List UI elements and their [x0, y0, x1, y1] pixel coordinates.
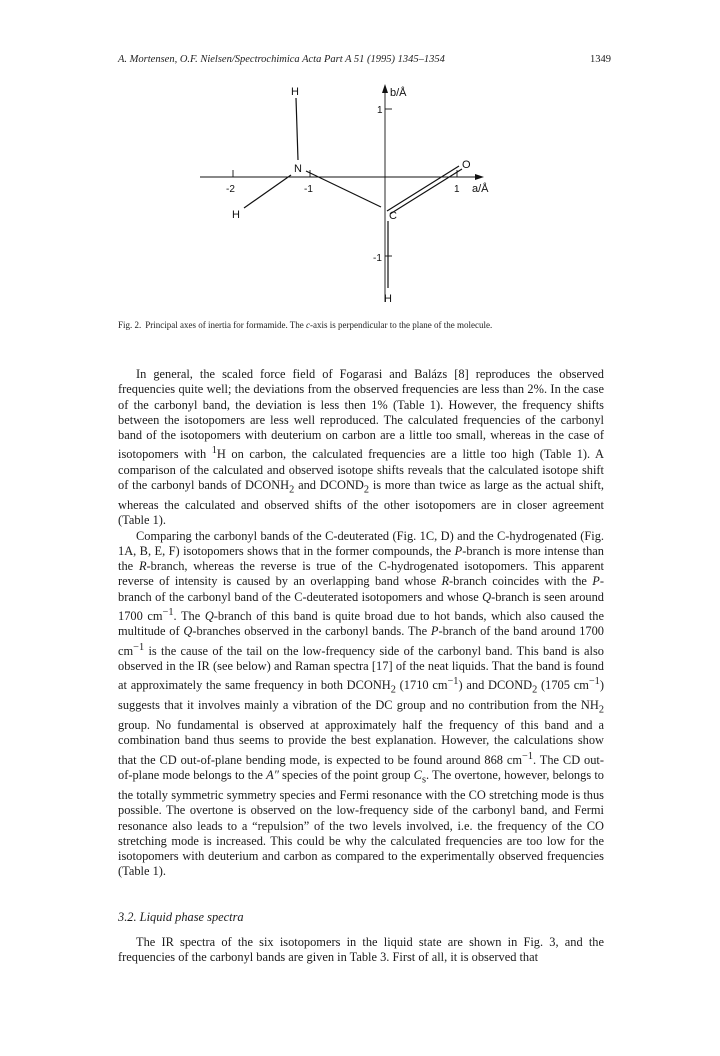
- page-number: 1349: [590, 54, 611, 65]
- tick-a-pos1-label: 1: [454, 184, 460, 195]
- paragraph-force-field: In general, the scaled force field of Fogarasi and Balázs [8] reproduces the observed frequencies quite well; the deviations from the observed frequencies are less than 2%. In the case of the carbonyl band, the deviation is less then 1% (Table 1). However, the frequency shifts between the isotopomers are less well reproduced. The calculated frequencies of the carbonyl band of the isotopomers with deuterium on carbon are a little too small, whereas in the case of isotopomers with $^1$H on carbon, the calculated frequencies are a little too high (Table 1). A comparison of the calculated and observed isotope shifts reveals that the calculated isotope shift of the carbonyl bands of $DCONH_2$ and $DCOND_2$ is more than twice as large as the actual shift, whereas the calculated and observed shifts of the other isotopomers are in closer agreement (Table 1).: [118, 367, 604, 528]
- tick-a-neg2-label: -2: [226, 184, 235, 195]
- atom-n: N: [294, 163, 302, 175]
- b-axis-arrowhead: [382, 84, 388, 93]
- atom-h-bottom: H: [384, 293, 392, 305]
- figure-caption: [118, 319, 598, 331]
- caption-text-after: -axis is perpendicular to the plane of the molecule.: [310, 320, 493, 330]
- section-heading: 3.2. Liquid phase spectra: [118, 910, 244, 924]
- body-text: [118, 367, 604, 880]
- paragraph-carbonyl-bands: Comparing the carbonyl bands of the C-deuterated (Fig. 1C, D) and the C-hydrogenated (Fig. 1A, B, E, F) isotopomers shows that in the former compounds, the P-branch is more intense than the R-branch, whereas the reverse is true of the C-hydrogenated isotopomers. This apparent reverse of intensity is caused by an overlapping band whose R-branch coincides with the P-branch of the carbonyl band of the C-deuterated isotopomers and whose Q-branch is seen around 1700 $cm^{-1}$. The Q-branch of this band is quite broad due to hot bands, which also caused the multitude of Q-branches observed in the carbonyl bands. The P-branch of the band around 1700 $cm^{-1}$ is the cause of the tail on the low-frequency side of the carbonyl band. This band is also observed in the IR (see below) and Raman spectra [17] of the neat liquids. That the band is found at approximately the same frequency in both $DCONH_2$ (1710 $cm^{-1}$) and $DCOND_2$ (1705 $cm^{-1}$) suggests that it involves mainly a vibration of the DC group and no contribution from the $NH_2$ group. No fundamental is observed at approximately half the frequency of this band and a combination band thus seems to provide the best explanation. However, the calculations show that the CD out-of-plane bending mode, is expected to be found around 868 $cm^{-1}$. The CD out-of-plane mode belongs to the A″ species of the point group $C_s$. The overtone, however, belongs to the totally symmetric symmetry species and Fermi resonance with the CO stretching mode is thus possible. The overtone is observed on the low-frequency side of the carbonyl band, and Fermi resonance also leads to a “repulsion” of the two levels involved, i.e. the frequency of the CO stretching mode is increased. This could be why the calculated frequencies are too low for the isotopomers with deuterium and carbon as compared to the experimentally observed frequencies (Table 1).: [118, 528, 605, 879]
- running-header: A. Mortensen, O.F. Nielsen/Spectrochimica Acta Part A 51 (1995) 1345–1354: [118, 54, 445, 65]
- caption-text-before: Principal axes of inertia for formamide. The: [145, 320, 307, 330]
- bond-c-o-2: [390, 169, 462, 214]
- atom-c: C: [389, 210, 397, 222]
- a-axis-arrowhead: [475, 174, 484, 180]
- bond-n-h-top: [296, 98, 298, 160]
- axis-a-label: a/Å: [472, 183, 489, 195]
- caption-label: Fig. 2.: [118, 320, 142, 330]
- bond-n-c: [306, 171, 381, 207]
- caption-italic: c: [306, 320, 311, 330]
- bond-c-o-1: [387, 166, 459, 211]
- tick-b-neg-label: -1: [373, 253, 382, 264]
- atom-h-top: H: [291, 86, 299, 98]
- body-text-liquid: [118, 935, 604, 966]
- principal-axes-figure: [180, 80, 540, 310]
- tick-b-pos-label: 1: [377, 105, 383, 116]
- atom-o: O: [462, 159, 471, 171]
- paragraph-liquid-spectra: The IR spectra of the six isotopomers in the liquid state are shown in Fig. 3, and the frequencies of the carbonyl bands are given in Table 3. First of all, it is observed that: [118, 935, 604, 965]
- axis-b-label: b/Å: [390, 87, 407, 99]
- atom-h-left: H: [232, 209, 240, 221]
- bond-n-h-left: [244, 175, 291, 208]
- tick-a-neg1-label: -1: [304, 184, 313, 195]
